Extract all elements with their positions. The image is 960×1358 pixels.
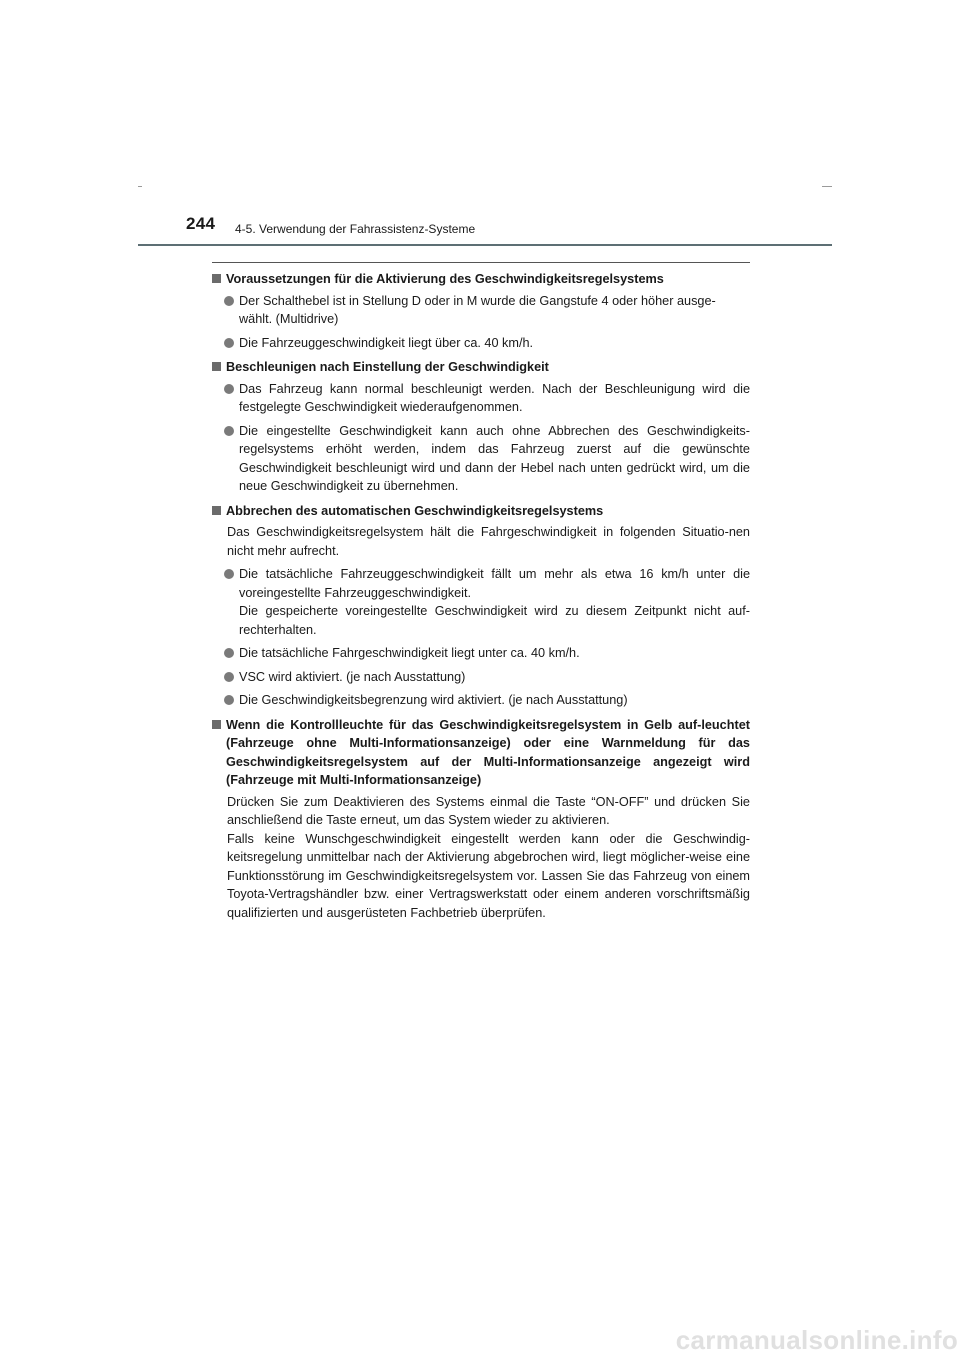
section-paragraph: Falls keine Wunschgeschwindigkeit eingestellt werden kann oder die Geschwindig-keitsregelung unmittelbar nach der Aktivierung abgebrochen wird, liegt möglicher-weise eine Funktionsstörung im Geschwindigkeitsregelsystem vor. Lassen Sie das Fahrzeug von einem Toyota-Vertragshändler bzw. einer Vertragswerkstatt oder einem anderen vorschriftsmäßig qualifizierten und ausgerüsteten Fachbetrieb überprüfen. xyxy=(227,831,750,920)
round-bullet-icon xyxy=(224,338,234,348)
heading-text: Wenn die Kontrollleuchte für das Geschwindigkeitsregelsystem in Gelb auf-leuchtet (Fahrzeuge ohne Multi-Informationsanzeige) oder eine Warnmeldung für das Geschwindigkeitsregelsystem auf der Multi-Informationsanzeige angezeigt wird (Fahrzeuge mit Multi-Informationsanzeige) xyxy=(226,717,750,787)
square-bullet-icon xyxy=(212,274,221,283)
round-bullet-icon xyxy=(224,672,234,682)
content-divider xyxy=(212,262,750,263)
section-heading-cancellation xyxy=(212,502,750,521)
round-bullet-icon xyxy=(224,426,234,436)
list-item xyxy=(212,380,750,417)
square-bullet-icon xyxy=(212,362,221,371)
round-bullet-icon xyxy=(224,695,234,705)
section-title: 4-5. Verwendung der Fahrassistenz-Systeme xyxy=(235,222,476,236)
page-number: 244 xyxy=(186,214,216,233)
heading-text: Voraussetzungen für die Aktivierung des Geschwindigkeitsregelsystems xyxy=(226,272,664,286)
list-item-text: Die Geschwindigkeitsbegrenzung wird aktiviert. (je nach Ausstattung) xyxy=(239,693,628,707)
list-item-text: VSC wird aktiviert. (je nach Ausstattung) xyxy=(239,669,466,684)
list-item-note: Die gespeicherte voreingestellte Geschwindigkeit wird zu diesem Zeitpunkt nicht auf-rechterhalten. xyxy=(239,604,750,637)
list-item-text: Das Fahrzeug kann normal beschleunigt werden. Nach der Beschleunigung wird die festgelegte Geschwindigkeit wiederaufgenommen. xyxy=(239,381,750,414)
list-item-body xyxy=(239,565,750,639)
header-rule xyxy=(138,244,832,246)
list-item xyxy=(212,644,750,663)
heading-text: Abbrechen des automatischen Geschwindigkeitsregelsystems xyxy=(226,503,604,518)
list-item-text: Die tatsächliche Fahrgeschwindigkeit liegt unter ca. 40 km/h. xyxy=(239,646,580,660)
list-item xyxy=(212,691,750,710)
heading-text: Beschleunigen nach Einstellung der Geschwindigkeit xyxy=(226,360,549,374)
page-content xyxy=(212,270,750,922)
round-bullet-icon xyxy=(224,569,234,579)
round-bullet-icon xyxy=(224,384,234,394)
watermark: carmanualsonline.info xyxy=(675,1325,958,1355)
list-item xyxy=(212,334,750,353)
list-item-text: Die eingestellte Geschwindigkeit kann auch ohne Abbrechen des Geschwindigkeits-regelsystems erhöht werden, indem das Fahrzeug zuerst auf die gewünschte Geschwindigkeit beschleunigt wird und dann der Hebel nach unten gedrückt wird, um die neue Geschwindigkeit zu übernehmen. xyxy=(239,423,750,493)
round-bullet-icon xyxy=(224,296,234,306)
crop-mark-left xyxy=(138,186,142,187)
list-item xyxy=(212,292,750,329)
list-item xyxy=(212,565,750,639)
section-heading-warning xyxy=(212,716,750,790)
list-item xyxy=(212,668,750,687)
section-heading-acceleration xyxy=(212,358,750,377)
square-bullet-icon xyxy=(212,506,221,515)
crop-mark-right xyxy=(822,186,832,187)
square-bullet-icon xyxy=(212,720,221,729)
section-heading-activation xyxy=(212,270,750,289)
section-paragraph: Drücken Sie zum Deaktivieren des Systems einmal die Taste “ON-OFF” und drücken Sie anschließend die Taste erneut, um das System wieder zu aktivieren. xyxy=(227,794,750,827)
list-item-text: Die tatsächliche Fahrzeuggeschwindigkeit fällt um mehr als etwa 16 km/h unter die voreingestellte Fahrzeuggeschwindigkeit. xyxy=(239,567,750,600)
list-item-text: Die Fahrzeuggeschwindigkeit liegt über ca. 40 km/h. xyxy=(239,335,534,350)
section-intro: Das Geschwindigkeitsregelsystem hält die Fahrgeschwindigkeit in folgenden Situatio-nen nicht mehr aufrecht. xyxy=(227,525,750,558)
list-item-text: Der Schalthebel ist in Stellung D oder in M wurde die Gangstufe 4 oder höher ausge- wählt. (Multidrive) xyxy=(239,293,716,326)
list-item xyxy=(212,422,750,496)
round-bullet-icon xyxy=(224,648,234,658)
